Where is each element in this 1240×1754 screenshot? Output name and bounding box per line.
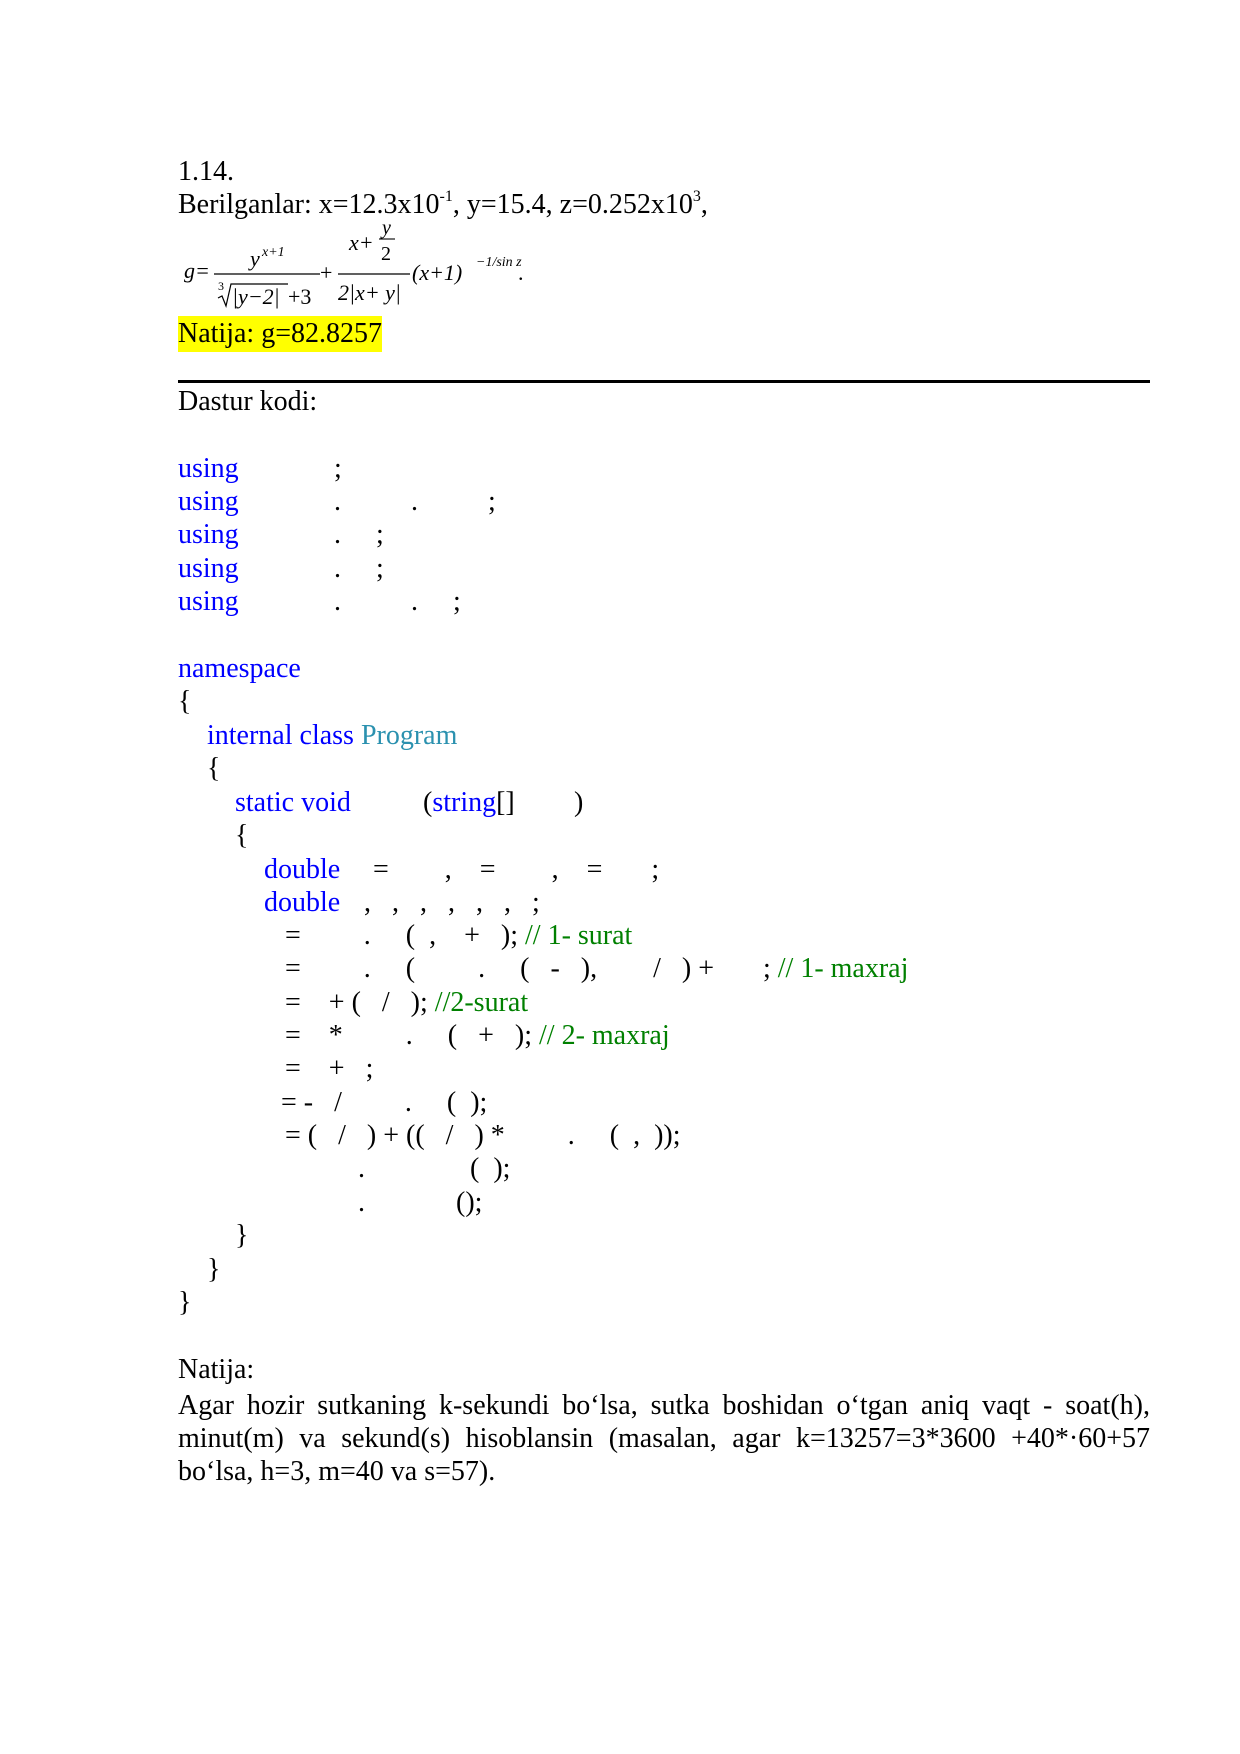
frac1-num-base: y xyxy=(250,246,260,271)
using-line-1-punct: ; xyxy=(334,453,342,484)
class-name: Program xyxy=(360,720,458,751)
class-declaration xyxy=(207,722,457,750)
frac1-num-exp: x+1 xyxy=(262,245,285,260)
statement-7: = ( / ) + (( / ) * . ( , )); xyxy=(285,1120,681,1151)
namespace-open-brace: { xyxy=(178,686,192,717)
statement-6: = - / . ( ); xyxy=(281,1087,488,1118)
frac2-num-x: x+ xyxy=(349,230,374,255)
comment-1-surat: // 1- surat xyxy=(525,920,633,951)
frac1-radicand: |y−2| xyxy=(232,284,280,309)
namespace-close-brace: } xyxy=(178,1287,192,1318)
given-mid: , y=15.4, z=0.252x10 xyxy=(452,189,693,220)
statement-1 xyxy=(285,922,632,950)
statement-code: = * . ( + ); xyxy=(285,1020,540,1051)
result-highlight: Natija: g=82.8257 xyxy=(178,316,382,352)
task-paragraph: Agar hozir sutkaning k-sekundi bo‘lsa, sutka boshidan o‘tgan aniq vaqt - soat(h), minut(m) va sekund(s) hisoblansin (masalan, agar k=13257=3*3600 +40*·60+57 bo‘lsa, h=3, m=40 va s=57). xyxy=(178,1390,1150,1487)
comment-2-surat: //2-surat xyxy=(434,987,529,1018)
statement-code: = . ( , + ); xyxy=(285,920,526,951)
code-heading: Dastur kodi: xyxy=(178,386,318,417)
z-exponent: 3 xyxy=(692,188,701,205)
x-exponent: -1 xyxy=(439,188,453,205)
using-line-3-punct: . ; xyxy=(334,519,384,550)
double-declaration-2: , , , , , , ; xyxy=(364,887,540,918)
statement-code: = . ( . ( - ), / ) + ; xyxy=(285,953,778,984)
using-keyword: using xyxy=(178,553,239,584)
main-params xyxy=(423,789,515,817)
class-open-brace: { xyxy=(207,753,221,784)
double-keyword: double xyxy=(264,887,341,918)
using-keyword: using xyxy=(178,453,239,484)
static-void-keyword: static void xyxy=(235,787,351,818)
using-line-5-punct: . . ; xyxy=(334,586,461,617)
using-line-4-punct: . ; xyxy=(334,553,384,584)
params-close: ) xyxy=(574,787,584,818)
formula-svg xyxy=(178,217,598,312)
given-end: , xyxy=(700,189,708,220)
section-divider xyxy=(178,380,1150,383)
statement-2 xyxy=(285,955,908,983)
console-line-1: . ( ); xyxy=(358,1153,511,1184)
comment-2-maxraj: // 2- maxraj xyxy=(539,1020,670,1051)
using-line-5 xyxy=(178,588,239,616)
params-brackets: [] xyxy=(496,787,515,818)
frac2-sub-num: y xyxy=(382,217,391,239)
params-open: ( xyxy=(423,787,433,818)
frac2-sub-den: 2 xyxy=(381,243,391,265)
console-line-2: . (); xyxy=(358,1187,483,1218)
comment-1-maxraj: // 1- maxraj xyxy=(777,953,909,984)
double-declaration-1: = , = , = ; xyxy=(373,854,660,885)
using-line-1 xyxy=(178,455,239,483)
statement-3 xyxy=(285,989,528,1017)
double-keyword: double xyxy=(264,854,341,885)
result-heading: Natija: xyxy=(178,1354,255,1385)
internal-class-keyword: internal class xyxy=(207,720,354,751)
statement-4 xyxy=(285,1022,670,1050)
method-open-brace: { xyxy=(235,820,249,851)
frac2-den: 2|x+ y| xyxy=(338,280,401,305)
using-keyword: using xyxy=(178,586,239,617)
formula-period: . xyxy=(518,260,524,285)
using-line-3 xyxy=(178,521,239,549)
statement-code: = + ( / ); xyxy=(285,987,435,1018)
using-keyword: using xyxy=(178,486,239,517)
frac1-den-plus3: +3 xyxy=(288,284,312,309)
method-close-brace: } xyxy=(235,1220,249,1251)
using-line-4 xyxy=(178,555,239,583)
formula xyxy=(178,217,598,312)
formula-plus: + xyxy=(320,260,333,285)
paren-base: (x+1) xyxy=(412,260,463,285)
namespace-keyword: namespace xyxy=(178,653,301,684)
class-close-brace: } xyxy=(207,1254,221,1285)
problem-number: 1.14. xyxy=(178,156,234,187)
using-line-2-punct: . . ; xyxy=(334,486,496,517)
string-type: string xyxy=(432,787,497,818)
using-line-2 xyxy=(178,488,239,516)
frac1-root-index: 3 xyxy=(218,279,224,293)
paren-exp: −1/sin z xyxy=(476,255,522,270)
formula-lhs: g= xyxy=(184,258,210,283)
given-values xyxy=(178,188,708,220)
using-keyword: using xyxy=(178,519,239,550)
given-prefix: Berilganlar: x=12.3x10 xyxy=(178,189,440,220)
statement-5: = + ; xyxy=(285,1053,374,1084)
